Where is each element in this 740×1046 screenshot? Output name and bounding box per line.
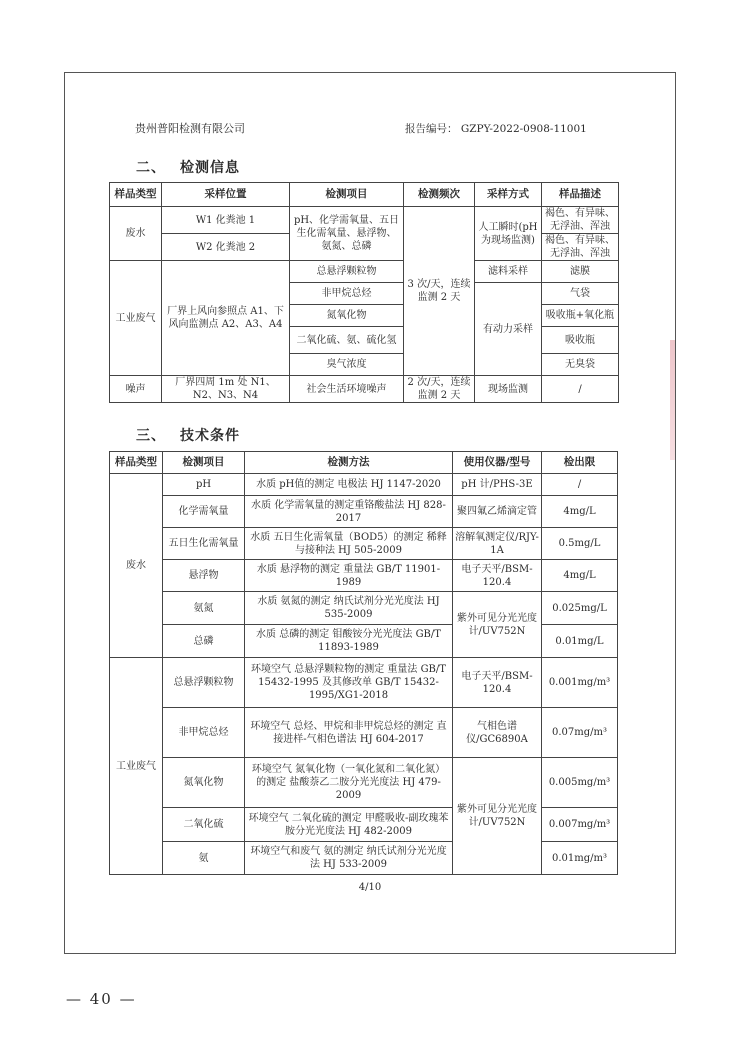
desc-cell: 气袋 xyxy=(542,283,619,305)
detection-info-table xyxy=(109,182,619,403)
item-cell: 二氧化硫 xyxy=(163,808,245,842)
header-cell: 检测方法 xyxy=(245,452,453,474)
header-cell: 样品类型 xyxy=(110,452,163,474)
table-row xyxy=(110,376,619,403)
table-row xyxy=(110,842,618,875)
instrument-cell: 电子天平/BSM-120.4 xyxy=(453,658,542,708)
report-number: 报告编号： GZPY-2022-0908-11001 xyxy=(405,123,587,135)
sample-type-cell: 噪声 xyxy=(110,376,162,403)
item-cell: 化学需氧量 xyxy=(163,496,245,528)
sample-type-cell: 工业废气 xyxy=(110,261,162,376)
desc-cell: 吸收瓶+氧化瓶 xyxy=(542,305,619,327)
method-cell: 水质 氨氮的测定 纳氏试剂分光光度法 HJ 535-2009 xyxy=(245,592,453,625)
header-cell: 检测项目 xyxy=(290,183,404,207)
method-cell: 环境空气 总悬浮颗粒物的测定 重量法 GB/T 15432-1995 及其修改单 GB/T 15432-1995/XG1-2018 xyxy=(245,658,453,708)
footer-page-number: — 40 — xyxy=(66,990,137,1008)
limit-cell: 0.005mg/m³ xyxy=(542,758,618,808)
instrument-cell: pH 计/PHS-3E xyxy=(453,474,542,496)
sample-type-cell: 工业废气 xyxy=(110,658,163,875)
instrument-cell: 紫外可见分光光度计/UV752N xyxy=(453,758,542,875)
method-cell: 环境空气 氮氧化物（一氧化氮和二氧化氮）的测定 盐酸萘乙二胺分光光度法 HJ 479-2009 xyxy=(245,758,453,808)
items-cell: 臭气浓度 xyxy=(290,354,404,376)
method-cell: 环境空气 总烃、甲烷和非甲烷总烃的测定 直接进样-气相色谱法 HJ 604-2017 xyxy=(245,708,453,758)
instrument-cell: 溶解氧测定仪/RJY-1A xyxy=(453,528,542,560)
item-cell: 非甲烷总烃 xyxy=(163,708,245,758)
header-cell: 样品描述 xyxy=(542,183,619,207)
items-cell: 总悬浮颗粒物 xyxy=(290,261,404,283)
limit-cell: 0.07mg/m³ xyxy=(542,708,618,758)
red-ink-mark xyxy=(670,340,675,460)
frequency-cell: 3 次/天，连续监测 2 天 xyxy=(404,207,475,376)
table-row xyxy=(110,528,618,560)
method-cell: 水质 化学需氧量的测定重铬酸盐法 HJ 828-2017 xyxy=(245,496,453,528)
item-cell: 氨 xyxy=(163,842,245,875)
table-row xyxy=(110,758,618,808)
table-row xyxy=(110,658,618,708)
items-cell: 二氧化硫、氨、硫化氢 xyxy=(290,327,404,354)
limit-cell: 4mg/L xyxy=(542,496,618,528)
limit-cell: 0.01mg/L xyxy=(542,625,618,658)
header-cell: 采样方式 xyxy=(475,183,542,207)
item-cell: 悬浮物 xyxy=(163,560,245,592)
header-cell: 使用仪器/型号 xyxy=(453,452,542,474)
table-row xyxy=(110,496,618,528)
location-cell: W2 化粪池 2 xyxy=(162,234,290,261)
table-row xyxy=(110,261,619,283)
method-cell: 水质 pH值的测定 电极法 HJ 1147-2020 xyxy=(245,474,453,496)
table-row xyxy=(110,207,619,234)
limit-cell: 0.5mg/L xyxy=(542,528,618,560)
method-cell: 有动力采样 xyxy=(475,283,542,376)
limit-cell: 0.025mg/L xyxy=(542,592,618,625)
instrument-cell: 气相色谱仪/GC6890A xyxy=(453,708,542,758)
limit-cell: 4mg/L xyxy=(542,560,618,592)
items-cell: 非甲烷总烃 xyxy=(290,283,404,305)
desc-cell: 滤膜 xyxy=(542,261,619,283)
method-cell: 水质 总磷的测定 钼酸铵分光光度法 GB/T 11893-1989 xyxy=(245,625,453,658)
table-row xyxy=(110,560,618,592)
header-cell: 检出限 xyxy=(542,452,618,474)
location-cell: 厂界上风向参照点 A1、下风向监测点 A2、A3、A4 xyxy=(162,261,290,376)
items-cell: pH、化学需氧量、五日生化需氧量、悬浮物、氨氮、总磷 xyxy=(290,207,404,261)
table-row xyxy=(110,708,618,758)
item-cell: pH xyxy=(163,474,245,496)
table-header-row xyxy=(110,183,619,207)
method-cell: 现场监测 xyxy=(475,376,542,403)
desc-cell: 褐色、有异味、无浮油、浑浊 xyxy=(542,207,619,234)
instrument-cell: 紫外可见分光光度计/UV752N xyxy=(453,592,542,658)
limit-cell: 0.001mg/m³ xyxy=(542,658,618,708)
limit-cell: 0.01mg/m³ xyxy=(542,842,618,875)
table-header-row xyxy=(110,452,618,474)
instrument-cell: 聚四氟乙烯滴定管 xyxy=(453,496,542,528)
desc-cell: 吸收瓶 xyxy=(542,327,619,354)
item-cell: 总悬浮颗粒物 xyxy=(163,658,245,708)
table-row xyxy=(110,474,618,496)
table-row xyxy=(110,808,618,842)
desc-cell: / xyxy=(542,376,619,403)
method-cell: 人工瞬时(pH为现场监测) xyxy=(475,207,542,261)
method-cell: 滤料采样 xyxy=(475,261,542,283)
header-cell: 检测频次 xyxy=(404,183,475,207)
frequency-cell: 2 次/天，连续监测 2 天 xyxy=(404,376,475,403)
section-title-detection-info: 二、 检测信息 xyxy=(136,160,240,176)
sample-type-cell: 废水 xyxy=(110,474,163,658)
page-number: 4/10 xyxy=(358,882,382,893)
desc-cell: 无臭袋 xyxy=(542,354,619,376)
table-row xyxy=(110,625,618,658)
section-title-technical-conditions: 三、 技术条件 xyxy=(136,428,240,444)
method-cell: 水质 悬浮物的测定 重量法 GB/T 11901-1989 xyxy=(245,560,453,592)
item-cell: 氨氮 xyxy=(163,592,245,625)
items-cell: 社会生活环境噪声 xyxy=(290,376,404,403)
sample-type-cell: 废水 xyxy=(110,207,162,261)
table-row xyxy=(110,592,618,625)
instrument-cell: 电子天平/BSM-120.4 xyxy=(453,560,542,592)
method-cell: 环境空气和废气 氨的测定 纳氏试剂分光光度法 HJ 533-2009 xyxy=(245,842,453,875)
method-cell: 环境空气 二氧化硫的测定 甲醛吸收-副玫瑰苯胺分光光度法 HJ 482-2009 xyxy=(245,808,453,842)
method-cell: 水质 五日生化需氧量（BOD5）的测定 稀释与接种法 HJ 505-2009 xyxy=(245,528,453,560)
company-name: 贵州普阳检测有限公司 xyxy=(135,122,245,135)
limit-cell: 0.007mg/m³ xyxy=(542,808,618,842)
items-cell: 氮氧化物 xyxy=(290,305,404,327)
header-cell: 采样位置 xyxy=(162,183,290,207)
header-cell: 样品类型 xyxy=(110,183,162,207)
item-cell: 总磷 xyxy=(163,625,245,658)
header-cell: 检测项目 xyxy=(163,452,245,474)
item-cell: 氮氧化物 xyxy=(163,758,245,808)
technical-conditions-table xyxy=(109,451,618,875)
item-cell: 五日生化需氧量 xyxy=(163,528,245,560)
limit-cell: / xyxy=(542,474,618,496)
location-cell: W1 化粪池 1 xyxy=(162,207,290,234)
location-cell: 厂界四周 1m 处 N1、N2、N3、N4 xyxy=(162,376,290,403)
desc-cell: 褐色、有异味、无浮油、浑浊 xyxy=(542,234,619,261)
